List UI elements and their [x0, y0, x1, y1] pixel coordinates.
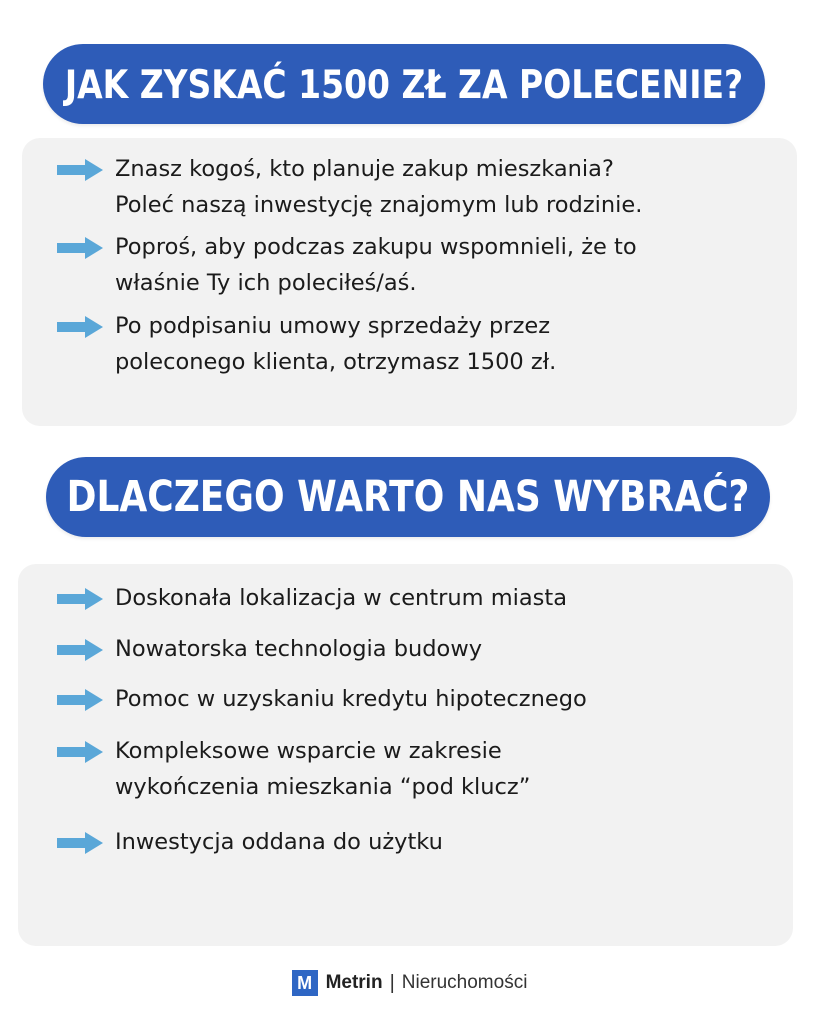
arrow-right-icon — [57, 832, 103, 854]
arrow-right-icon — [57, 639, 103, 661]
list-item-text: Nowatorska technologia budowy — [115, 636, 483, 662]
list-item — [57, 151, 642, 223]
list-item-text: Kompleksowe wsparcie w zakresie wykończenia mieszkania “pod klucz” — [115, 738, 531, 800]
brand-tagline: Nieruchomości — [401, 972, 528, 993]
footer-brand — [0, 968, 819, 998]
section-2-title: DLACZEGO WARTO NAS WYBRAĆ? — [66, 472, 750, 522]
brand-separator: | — [389, 971, 395, 994]
list-item-text: Inwestycja oddana do użytku — [115, 829, 443, 855]
section-2-title-banner — [46, 457, 770, 537]
list-item-text: Poproś, aby podczas zakupu wspomnieli, że to właśnie Ty ich poleciłeś/aś. — [115, 234, 637, 296]
list-item-text: Pomoc w uzyskaniu kredytu hipotecznego — [115, 686, 587, 712]
list-item-text: Po podpisaniu umowy sprzedaży przez poleconego klienta, otrzymasz 1500 zł. — [115, 313, 557, 375]
list-item-text: Znasz kogoś, kto planuje zakup mieszkania? Poleć naszą inwestycję znajomym lub rodzinie. — [115, 156, 643, 218]
list-item — [57, 631, 482, 667]
arrow-right-icon — [57, 588, 103, 610]
arrow-right-icon — [57, 159, 103, 181]
arrow-right-icon — [57, 689, 103, 711]
arrow-right-icon — [57, 316, 103, 338]
list-item — [57, 308, 556, 380]
list-item — [57, 229, 637, 301]
metrin-logo-icon: M — [292, 970, 318, 996]
list-item — [57, 733, 530, 805]
section-1-title-banner — [43, 44, 765, 124]
arrow-right-icon — [57, 741, 103, 763]
arrow-right-icon — [57, 237, 103, 259]
list-item — [57, 824, 443, 860]
list-item-text: Doskonała lokalizacja w centrum miasta — [115, 585, 568, 611]
list-item — [57, 681, 587, 717]
list-item — [57, 580, 567, 616]
brand-name: Metrin — [325, 972, 383, 993]
section-1-title: JAK ZYSKAĆ 1500 ZŁ ZA POLECENIE? — [64, 60, 744, 108]
